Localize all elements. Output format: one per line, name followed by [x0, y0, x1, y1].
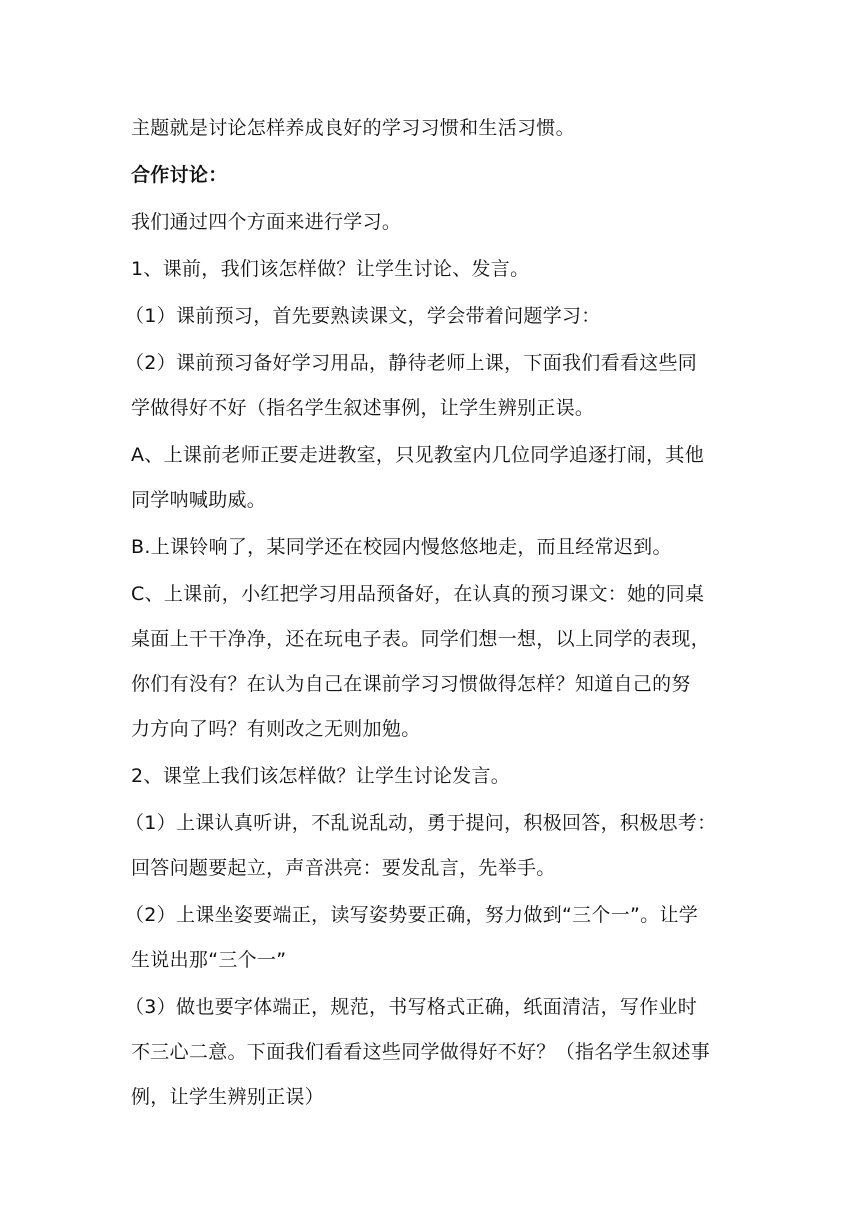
text-line: 力方向了吗？有则改之无则加勉。 [131, 718, 421, 740]
text-line: 1、课前，我们该怎样做？让学生讨论、发言。 [131, 258, 530, 280]
text-line: （1）上课认真听讲，不乱说乱动，勇于提问，积极回答，积极思考： [125, 812, 717, 834]
text-line: （3）做也要字体端正，规范，书写格式正确，纸面清洁，写作业时 [125, 996, 698, 1018]
text-line: （2）课前预习备好学习用品，静待老师上课，下面我们看看这些同 [125, 352, 698, 374]
text-line: 2、课堂上我们该怎样做？让学生讨论发言。 [131, 765, 511, 787]
text-line: 学做得好不好（指名学生叙述事例，让学生辨别正误。 [131, 397, 595, 419]
text-line: 例，让学生辨别正误） [131, 1086, 325, 1108]
text-line: B.上课铃响了，某同学还在校园内慢悠悠地走，而且经常迟到。 [131, 536, 672, 558]
section-heading: 合作讨论： [131, 164, 228, 186]
text-line: A、上课前老师正要走进教室，只见教室内几位同学追逐打闹，其他 [131, 444, 704, 466]
text-line: 生说出那“三个一” [131, 949, 287, 971]
text-line: （1）课前预习，首先要熟读课文，学会带着问题学习： [125, 305, 601, 327]
text-line: 不三心二意。下面我们看看这些同学做得好不好？（指名学生叙述事 [131, 1041, 711, 1063]
text-line: C、上课前，小红把学习用品预备好，在认真的预习课文：她的同桌 [131, 583, 705, 605]
text-line: 回答问题要起立，声音洪亮：要发乱言，先举手。 [131, 857, 556, 879]
text-line: 我们通过四个方面来进行学习。 [131, 211, 402, 233]
text-line: 你们有没有？在认为自己在课前学习习惯做得怎样？知道自己的努 [131, 673, 691, 695]
text-line: 主题就是讨论怎样养成良好的学习习惯和生活习惯。 [131, 117, 575, 139]
text-line: 桌面上干干净净，还在玩电子表。同学们想一想，以上同学的表现， [131, 628, 711, 650]
text-line: 同学呐喊助威。 [131, 489, 267, 511]
text-line: （2）上课坐姿要端正，读写姿势要正确，努力做到“三个一”。让学 [125, 904, 699, 926]
